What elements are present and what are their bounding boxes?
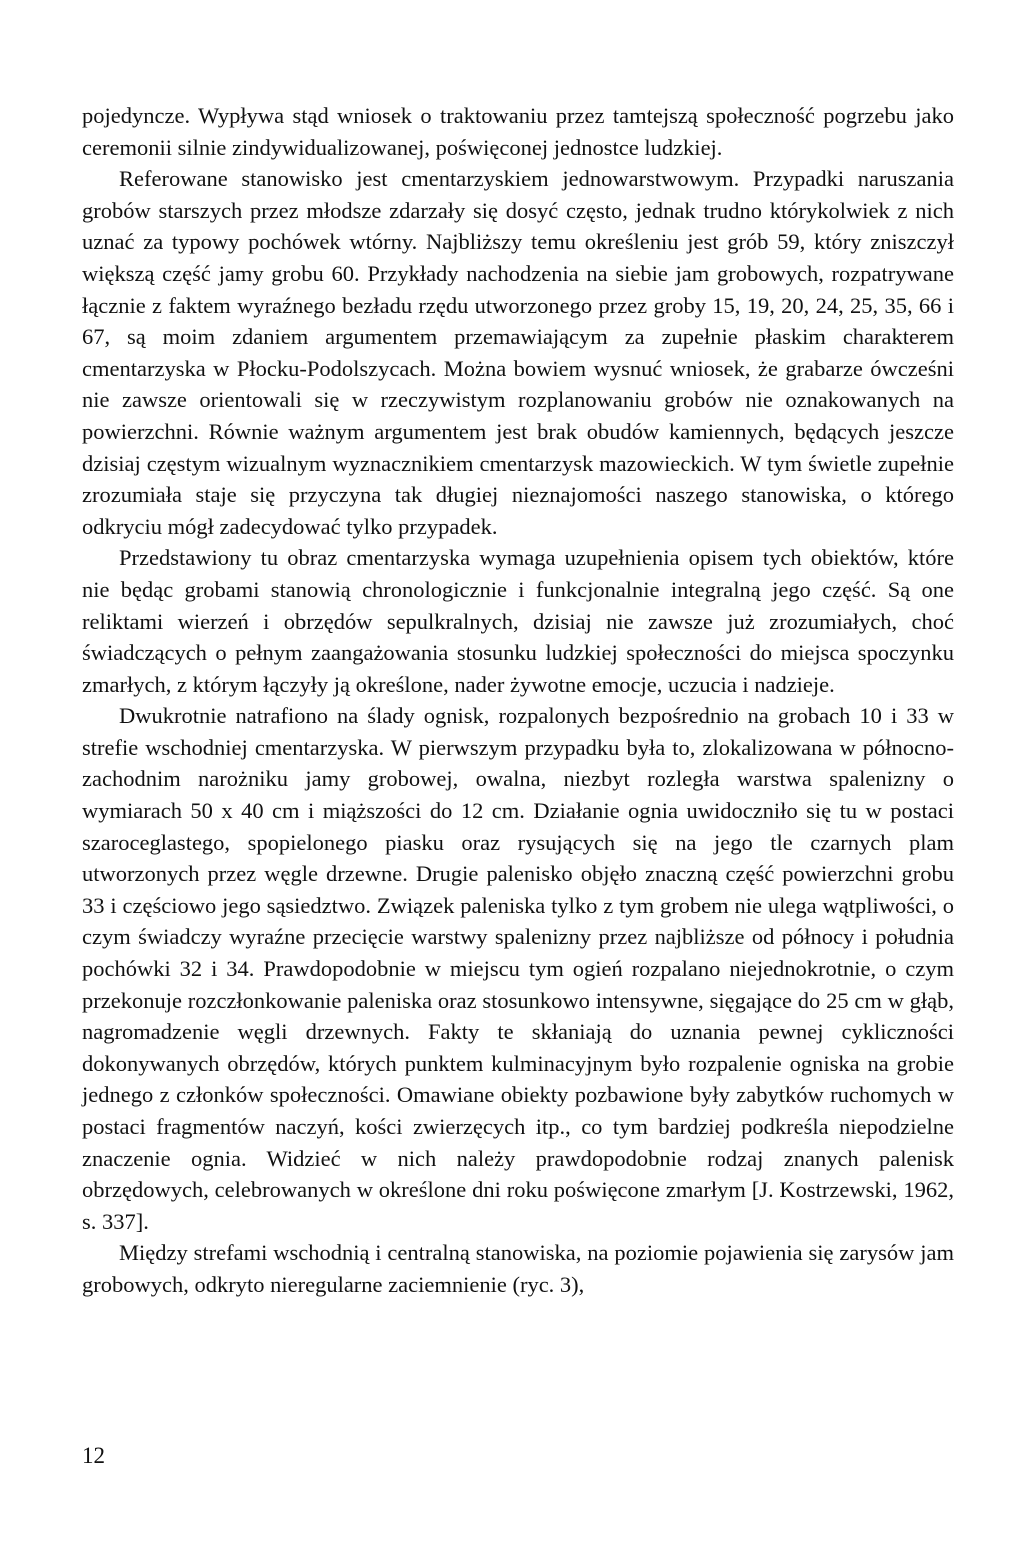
page-body	[82, 100, 954, 1301]
paragraph-cemetery-objects: Przedstawiony tu obraz cmentarzyska wymaga uzupełnienia opisem tych obiektów, które nie będąc grobami stanowią chronologicznie i funkcjonalnie integralną jego część. Są one reliktami wierzeń i obrzędów sepulkralnych, dzisiaj nie zawsze już zrozumiałych, choć świadczących o pełnym zaangażowania stosunku ludzkiej społeczności do miejsca spoczynku zmarłych, z którym łączyły ją określone, nader żywotne emocje, uczucia i nadzieje.	[82, 545, 954, 697]
paragraph-continuation: pojedyncze. Wypływa stąd wniosek o traktowaniu przez tamtejszą społeczność pogrzebu jako ceremonii silnie zindywidualizowanej, poświęconej jednostce ludzkiej.	[82, 103, 954, 160]
paragraph-site-single-layer: Referowane stanowisko jest cmentarzyskiem jednowarstwowym. Przypadki naruszania grobów starszych przez młodsze zdarzały się dosyć często, jednak trudno którykolwiek z nich uznać za typowy pochówek wtórny. Najbliższy temu określeniu jest grób 59, który zniszczył większą część jamy grobu 60. Przykłady nachodzenia na siebie jam grobowych, rozpatrywane łącznie z faktem wyraźnego bezładu rzędu utworzonego przez groby 15, 19, 20, 24, 25, 35, 66 i 67, są moim zdaniem argumentem przemawiającym za zupełnie płaskim charakterem cmentarzyska w Płocku-Podolszycach. Można bowiem wysnuć wniosek, że grabarze ówcześni nie zawsze orientowali się w rzeczywistym rozplanowaniu grobów nie oznakowanych na powierzchni. Równie ważnym argumentem jest brak obudów kamiennych, będących jeszcze dzisiaj częstym wizualnym wyznacznikiem cmentarzysk mazowieckich. W tym świetle zupełnie zrozumiała staje się przyczyna tak długiej nieznajomości naszego stanowiska, o którego odkryciu mógł zadecydować tylko przypadek.	[82, 166, 954, 539]
paragraph-east-central-zones: Między strefami wschodnią i centralną stanowiska, na poziomie pojawienia się zarysów jam grobowych, odkryto nieregularne zaciemnienie (ryc. 3),	[82, 1240, 954, 1297]
page-number: 12	[82, 1443, 105, 1468]
paragraph-fire-traces: Dwukrotnie natrafiono na ślady ognisk, rozpalonych bezpośrednio na grobach 10 i 33 w strefie wschodniej cmentarzyska. W pierwszym przypadku była to, zlokalizowana w północno-zachodnim narożniku jamy grobowej, owalna, niezbyt rozległa warstwa spalenizny o wymiarach 50 x 40 cm i miąższości do 12 cm. Działanie ognia uwidoczniło się tu w postaci szaroceglastego, spopielonego piasku oraz rysujących się na jego tle czarnych plam utworzonych przez węgle drzewne. Drugie palenisko objęło znaczną część powierzchni grobu 33 i częściowo jego sąsiedztwo. Związek paleniska tylko z tym grobem nie ulega wątpliwości, o czym świadczy wyraźne przecięcie warstwy spalenizny przez najbliższe od północy i południa pochówki 32 i 34. Prawdopodobnie w miejscu tym ogień rozpalano niejednokrotnie, o czym przekonuje rozczłonkowanie paleniska oraz stosunkowo intensywne, sięgające do 25 cm w głąb, nagromadzenie węgli drzewnych. Fakty te skłaniają do uznania pewnej cykliczności dokonywanych obrzędów, których punktem kulminacyjnym było rozpalenie ogniska na grobie jednego z członków społeczności. Omawiane obiekty pozbawione były zabytków ruchomych w postaci fragmentów naczyń, kości zwierzęcych itp., co tym bardziej podkreśla niepodzielne znaczenie ognia. Widzieć w nich należy prawdopodobnie rodzaj znanych palenisk obrzędowych, celebrowanych w określone dni roku poświęcone zmarłym [J. Kostrzewski, 1962, s. 337].	[82, 703, 954, 1234]
